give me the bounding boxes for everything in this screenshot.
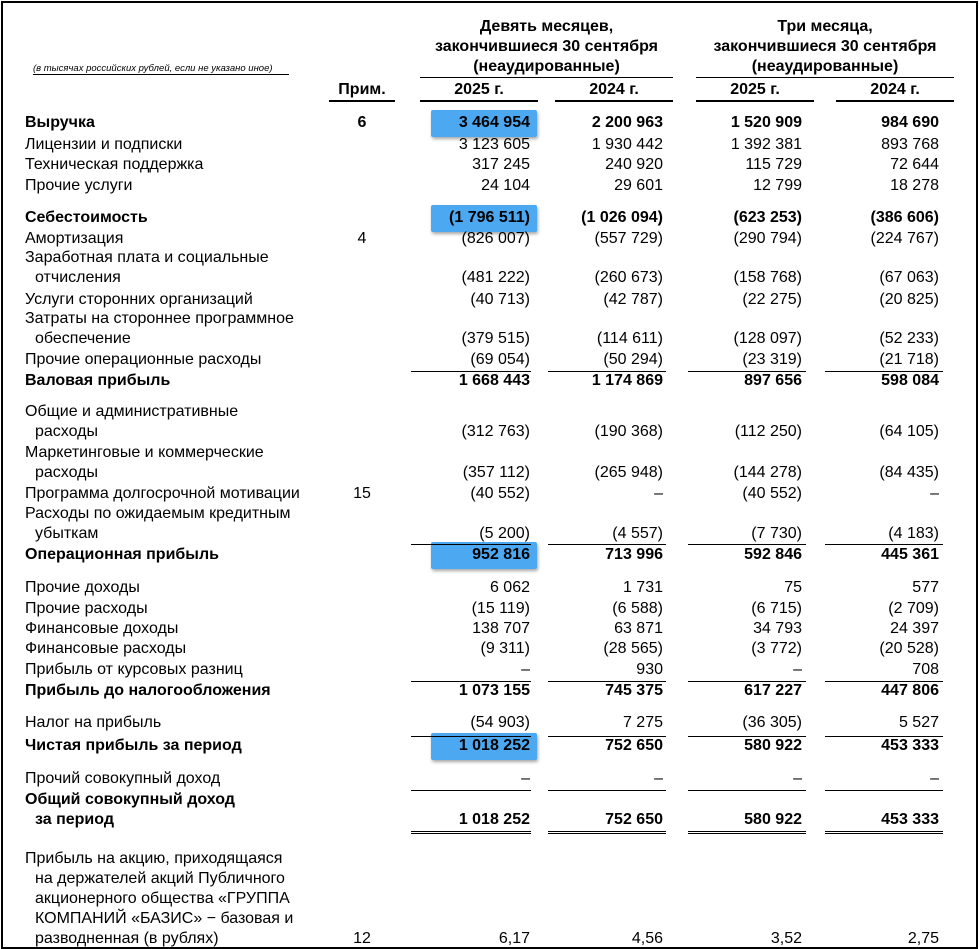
row-value-col3: (128 097) bbox=[733, 330, 802, 347]
table-row bbox=[3, 371, 976, 391]
table-row bbox=[3, 229, 976, 249]
row-label-line: Операционная прибыль bbox=[25, 546, 219, 563]
row-value-col4: (386 606) bbox=[870, 209, 939, 226]
row-value-col1: (40 713) bbox=[470, 291, 530, 308]
row-value-col2: (190 368) bbox=[594, 423, 663, 440]
row-label bbox=[25, 681, 335, 701]
row-value-col1: (5 200) bbox=[479, 525, 530, 542]
row-label-line: убыткам bbox=[35, 525, 99, 542]
total-rule bbox=[825, 736, 943, 737]
row-value-col1: (312 763) bbox=[461, 423, 530, 440]
row-value-col2: 930 bbox=[636, 661, 663, 678]
total-rule bbox=[411, 544, 531, 545]
row-value-col4: (52 233) bbox=[879, 330, 939, 347]
row-note: 15 bbox=[353, 485, 371, 502]
row-value-col4: 72 644 bbox=[890, 156, 939, 173]
table-row bbox=[3, 248, 976, 288]
row-label bbox=[25, 639, 335, 659]
column-header-3m-2025: 2025 г. bbox=[696, 80, 814, 102]
row-value-col4: (20 528) bbox=[879, 640, 939, 657]
row-value-col4: (20 825) bbox=[879, 291, 939, 308]
row-value-col1: (379 515) bbox=[461, 330, 530, 347]
total-rule bbox=[548, 681, 666, 682]
row-label bbox=[25, 769, 335, 789]
row-value-col1: 317 245 bbox=[472, 156, 530, 173]
row-value-col3: 592 846 bbox=[744, 546, 802, 563]
row-value-col2: 713 996 bbox=[605, 546, 663, 563]
row-label bbox=[25, 290, 335, 310]
row-label bbox=[25, 176, 335, 196]
total-rule bbox=[548, 371, 666, 372]
row-value-col3: (23 319) bbox=[742, 351, 802, 368]
row-label-line: Техническая поддержка bbox=[25, 156, 204, 173]
row-value-col3: (7 730) bbox=[751, 525, 802, 542]
column-header-9m-2025: 2025 г. bbox=[420, 80, 538, 102]
row-value-col4: 5 527 bbox=[898, 714, 939, 731]
row-value-col3: (40 552) bbox=[742, 485, 802, 502]
row-value-col2: 752 650 bbox=[605, 811, 663, 828]
table-row bbox=[3, 309, 976, 349]
row-value-col4: (84 435) bbox=[879, 464, 939, 481]
row-label-line: Прибыль до налогообложения bbox=[25, 682, 271, 699]
row-value-col3: 580 922 bbox=[744, 811, 802, 828]
total-rule bbox=[825, 681, 943, 682]
row-value-col2: (1 026 094) bbox=[581, 209, 663, 226]
row-value-col1: 6,17 bbox=[498, 930, 530, 947]
table-row bbox=[3, 639, 976, 659]
row-label-line: Услуги сторонних организаций bbox=[25, 291, 253, 308]
grand-total-double-rule bbox=[548, 831, 666, 834]
row-value-col3: (22 275) bbox=[742, 291, 802, 308]
row-label bbox=[25, 248, 335, 288]
header-nine-months-line1: Девять месяцев, bbox=[479, 18, 614, 35]
row-value-col1: (69 054) bbox=[470, 351, 530, 368]
row-value-col1: – bbox=[521, 661, 530, 678]
row-label bbox=[25, 371, 335, 391]
row-value-col3: 897 656 bbox=[744, 372, 802, 389]
total-rule bbox=[548, 790, 666, 791]
row-value-col3: 1 392 381 bbox=[730, 136, 802, 153]
header-nine-months-line2: закончившиеся 30 сентября bbox=[434, 38, 659, 55]
row-value-col2: (265 948) bbox=[594, 464, 663, 481]
row-label-line: Общий совокупный доход bbox=[25, 791, 235, 808]
row-value-col3: – bbox=[793, 661, 802, 678]
row-note: 4 bbox=[357, 230, 367, 247]
row-label bbox=[25, 350, 335, 370]
table-row bbox=[3, 619, 976, 639]
table-row bbox=[3, 113, 976, 133]
table-row bbox=[3, 769, 976, 789]
row-label-line: разводненная (в рублях) bbox=[35, 930, 219, 947]
row-value-col1: 952 816 bbox=[472, 546, 530, 563]
total-rule bbox=[411, 790, 531, 791]
row-label-line: Расходы по ожидаемым кредитным bbox=[25, 505, 291, 522]
row-note: 6 bbox=[357, 114, 367, 131]
row-value-col3: 580 922 bbox=[744, 737, 802, 754]
row-value-col3: 34 793 bbox=[753, 620, 802, 637]
row-label-line: Программа долгосрочной мотивации bbox=[25, 485, 300, 502]
row-label bbox=[25, 484, 335, 504]
row-label-line: Прибыль на акцию, приходящаяся bbox=[25, 850, 283, 867]
row-value-col3: (36 305) bbox=[742, 714, 802, 731]
row-label-line: отчисления bbox=[35, 269, 121, 286]
unit-note: (в тысячах российских рублей, если не указано иное) bbox=[33, 63, 289, 75]
row-value-col3: (144 278) bbox=[733, 464, 802, 481]
row-value-col1: 6 062 bbox=[489, 579, 530, 596]
row-label-line: расходы bbox=[35, 464, 98, 481]
row-label bbox=[25, 545, 335, 565]
row-label bbox=[25, 208, 335, 228]
row-label-line: Маркетинговые и коммерческие bbox=[25, 444, 264, 461]
row-value-col1: (54 903) bbox=[470, 714, 530, 731]
row-label bbox=[25, 504, 335, 544]
header-three-months-line1: Три месяца, bbox=[777, 18, 873, 35]
row-label-line: акционерного общества «ГРУППА bbox=[35, 890, 290, 907]
column-header-note: Прим. bbox=[329, 80, 395, 102]
row-value-col3: (112 250) bbox=[734, 423, 802, 440]
row-label bbox=[25, 402, 335, 442]
row-value-col4: (224 767) bbox=[870, 230, 939, 247]
total-rule bbox=[688, 736, 806, 737]
row-label bbox=[25, 849, 335, 949]
row-value-col3: (3 772) bbox=[751, 640, 802, 657]
row-value-col2: (28 565) bbox=[603, 640, 663, 657]
row-value-col4: 598 084 bbox=[881, 372, 939, 389]
row-label-line: Прочие услуги bbox=[25, 177, 133, 194]
row-label-line: Общие и административные bbox=[25, 403, 239, 420]
row-label-line: Амортизация bbox=[25, 230, 124, 247]
table-row bbox=[3, 660, 976, 680]
table-row bbox=[3, 155, 976, 175]
row-value-col4: 577 bbox=[912, 579, 939, 596]
row-label-line: за период bbox=[35, 811, 114, 828]
row-value-col1: (481 222) bbox=[461, 269, 530, 286]
row-value-col4: 447 806 bbox=[881, 682, 939, 699]
row-value-col3: 617 227 bbox=[744, 682, 802, 699]
row-label-line: Прочий совокупный доход bbox=[25, 770, 221, 787]
row-value-col2: (260 673) bbox=[594, 269, 663, 286]
row-value-col4: 2,75 bbox=[907, 930, 939, 947]
row-value-col3: (623 253) bbox=[733, 209, 802, 226]
row-value-col2: 1 174 869 bbox=[591, 372, 663, 389]
row-value-col4: 893 768 bbox=[881, 136, 939, 153]
row-value-col2: (42 787) bbox=[603, 291, 663, 308]
total-rule bbox=[411, 371, 531, 372]
grand-total-double-rule bbox=[825, 831, 943, 834]
row-label-line: Прочие операционные расходы bbox=[25, 351, 262, 368]
total-rule bbox=[825, 790, 943, 791]
row-value-col1: (9 311) bbox=[480, 640, 530, 657]
row-label-line: Финансовые доходы bbox=[25, 620, 179, 637]
row-value-col1: 1 018 252 bbox=[458, 737, 530, 754]
row-value-col2: 240 920 bbox=[605, 156, 663, 173]
row-label bbox=[25, 135, 335, 155]
row-value-col4: (64 105) bbox=[879, 423, 939, 440]
row-value-col4: 708 bbox=[912, 661, 939, 678]
row-value-col1: (357 112) bbox=[462, 464, 530, 481]
row-label-line: Затраты на стороннее программное bbox=[25, 310, 294, 327]
table-row bbox=[3, 790, 976, 830]
row-label bbox=[25, 113, 335, 133]
table-row bbox=[3, 545, 976, 565]
total-rule bbox=[411, 681, 531, 682]
row-label-line: Заработная плата и социальные bbox=[25, 249, 269, 266]
row-value-col4: 453 333 bbox=[881, 811, 939, 828]
row-label bbox=[25, 599, 335, 619]
row-label bbox=[25, 309, 335, 349]
row-value-col2: 29 601 bbox=[614, 177, 663, 194]
row-value-col2: (557 729) bbox=[594, 230, 663, 247]
row-label-line: Чистая прибыль за период bbox=[25, 737, 242, 754]
row-label bbox=[25, 660, 335, 680]
table-row bbox=[3, 208, 976, 228]
row-value-col1: 1 018 252 bbox=[458, 811, 530, 828]
table-row bbox=[3, 736, 976, 756]
row-label bbox=[25, 578, 335, 598]
statement-page bbox=[1, 1, 978, 949]
row-value-col1: (1 796 511) bbox=[449, 209, 530, 226]
row-value-col2: 752 650 bbox=[605, 737, 663, 754]
row-label-line: на держателей акций Публичного bbox=[35, 870, 285, 887]
row-value-col3: 75 bbox=[784, 579, 802, 596]
row-value-col1: 3 123 605 bbox=[458, 136, 530, 153]
table-row bbox=[3, 350, 976, 370]
column-header-3m-2024: 2024 г. bbox=[836, 80, 954, 102]
total-rule bbox=[688, 371, 806, 372]
row-label-line: обеспечение bbox=[35, 330, 131, 347]
row-value-col4: (4 183) bbox=[888, 525, 939, 542]
row-value-col3: 12 799 bbox=[753, 177, 802, 194]
row-value-col1: 24 104 bbox=[481, 177, 530, 194]
total-rule bbox=[688, 681, 806, 682]
grand-total-double-rule bbox=[688, 831, 806, 834]
total-rule bbox=[688, 544, 806, 545]
row-label-line: Прибыль от курсовых разниц bbox=[25, 661, 243, 678]
total-rule bbox=[548, 736, 666, 737]
row-value-col2: 4,56 bbox=[631, 930, 663, 947]
total-rule bbox=[825, 371, 943, 372]
row-value-col4: 453 333 bbox=[881, 737, 939, 754]
row-value-col4: 24 397 bbox=[890, 620, 939, 637]
table-row bbox=[3, 578, 976, 598]
row-value-col2: 1 731 bbox=[622, 579, 663, 596]
row-value-col1: – bbox=[521, 770, 530, 787]
row-value-col2: – bbox=[654, 485, 663, 502]
row-value-col2: (6 588) bbox=[612, 600, 663, 617]
header-nine-months bbox=[420, 17, 673, 78]
row-label-line: Прочие доходы bbox=[25, 579, 140, 596]
table-row bbox=[3, 849, 976, 949]
row-label-line: Лицензии и подписки bbox=[25, 136, 183, 153]
total-rule bbox=[825, 544, 943, 545]
table-row bbox=[3, 402, 976, 442]
row-label-line: КОМПАНИЙ «БАЗИС» − базовая и bbox=[35, 910, 294, 927]
row-value-col2: 63 871 bbox=[614, 620, 663, 637]
table-row bbox=[3, 504, 976, 544]
row-value-col3: (6 715) bbox=[751, 600, 802, 617]
table-row bbox=[3, 599, 976, 619]
row-value-col2: – bbox=[654, 770, 663, 787]
row-value-col1: 1 073 155 bbox=[458, 682, 530, 699]
total-rule bbox=[688, 790, 806, 791]
header-three-months-line3: (неаудированные) bbox=[696, 57, 954, 78]
table-row bbox=[3, 681, 976, 701]
row-value-col4: 984 690 bbox=[881, 114, 939, 131]
row-note: 12 bbox=[353, 930, 371, 947]
row-label-line: Налог на прибыль bbox=[25, 714, 162, 731]
total-rule bbox=[411, 736, 531, 737]
row-label-line: расходы bbox=[35, 423, 98, 440]
grand-total-double-rule bbox=[411, 831, 531, 834]
row-label bbox=[25, 443, 335, 483]
row-label bbox=[25, 619, 335, 639]
row-value-col4: (67 063) bbox=[879, 269, 939, 286]
row-label-line: Прочие расходы bbox=[25, 600, 148, 617]
row-label bbox=[25, 155, 335, 175]
row-value-col1: (15 119) bbox=[471, 600, 530, 617]
row-label bbox=[25, 736, 335, 756]
table-row bbox=[3, 484, 976, 504]
row-value-col2: 2 200 963 bbox=[591, 114, 663, 131]
total-rule bbox=[548, 544, 666, 545]
row-value-col4: 18 278 bbox=[890, 177, 939, 194]
row-value-col1: 138 707 bbox=[472, 620, 530, 637]
table-row bbox=[3, 443, 976, 483]
row-label-line: Выручка bbox=[25, 114, 95, 131]
row-value-col4: – bbox=[930, 770, 939, 787]
row-value-col3: – bbox=[793, 770, 802, 787]
table-row bbox=[3, 290, 976, 310]
row-label-line: Себестоимость bbox=[25, 209, 148, 226]
header-three-months-line2: закончившиеся 30 сентября bbox=[713, 38, 937, 55]
table-row bbox=[3, 713, 976, 733]
row-label-line: Валовая прибыль bbox=[25, 372, 171, 389]
row-value-col1: 3 464 954 bbox=[458, 114, 530, 131]
table-row bbox=[3, 176, 976, 196]
row-value-col3: (290 794) bbox=[733, 230, 802, 247]
row-value-col2: 7 275 bbox=[622, 714, 663, 731]
row-value-col4: (21 718) bbox=[879, 351, 939, 368]
row-label bbox=[25, 713, 335, 733]
row-value-col3: 3,52 bbox=[770, 930, 802, 947]
row-value-col3: (158 768) bbox=[733, 269, 802, 286]
row-value-col1: (826 007) bbox=[461, 230, 530, 247]
header-nine-months-line3: (неаудированные) bbox=[420, 57, 673, 78]
row-label bbox=[25, 790, 335, 830]
row-value-col1: (40 552) bbox=[470, 485, 530, 502]
row-value-col3: 1 520 909 bbox=[730, 114, 802, 131]
row-value-col4: 445 361 bbox=[881, 546, 939, 563]
row-value-col1: 1 668 443 bbox=[458, 372, 530, 389]
row-value-col2: (114 611) bbox=[596, 330, 663, 347]
row-label-line: Финансовые расходы bbox=[25, 640, 187, 657]
row-value-col2: 745 375 bbox=[605, 682, 663, 699]
row-value-col4: – bbox=[930, 485, 939, 502]
column-header-9m-2024: 2024 г. bbox=[555, 80, 673, 102]
header-three-months bbox=[696, 17, 954, 78]
row-label bbox=[25, 229, 335, 249]
row-value-col4: (2 709) bbox=[888, 600, 939, 617]
row-value-col2: 1 930 442 bbox=[591, 136, 663, 153]
row-value-col2: (4 557) bbox=[612, 525, 663, 542]
table-row bbox=[3, 135, 976, 155]
row-value-col2: (50 294) bbox=[603, 351, 663, 368]
row-value-col3: 115 729 bbox=[745, 156, 802, 173]
